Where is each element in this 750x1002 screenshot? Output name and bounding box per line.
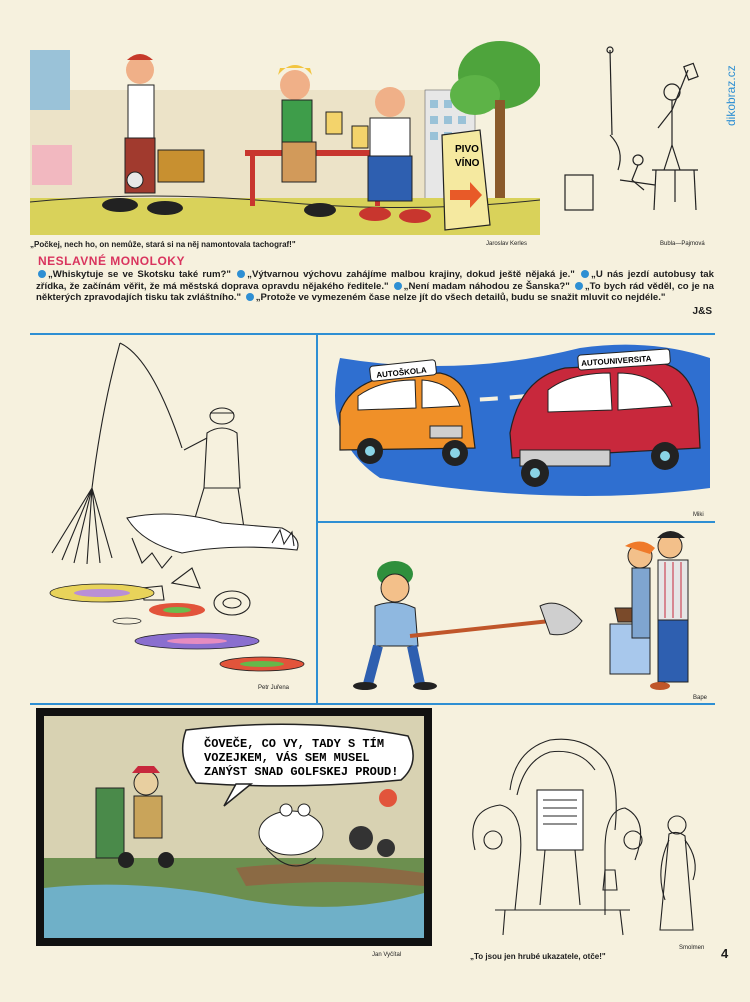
cartoon-miki [320,338,715,510]
divider-top [30,333,715,335]
bubble-line-3: ZANÝST SNAD GOLFSKEJ PROUD! [204,765,399,779]
cartoon-jurena-illustration [32,338,314,683]
monologues-title: NESLAVNÉ MONOLOKY [38,254,185,268]
sign-vino: VÍNO [455,158,480,169]
bullet-icon [394,282,402,290]
cartoon-smolmen [455,730,715,945]
car-sign-autoskola: AUTOŠKOLA [375,365,428,380]
bullet-icon [38,270,46,278]
cartoon-kerles-author: Jaroslav Kerles [486,241,528,247]
cartoon-vycital-illustration [36,708,432,946]
bullet-icon [246,293,254,301]
monologues-text [36,269,714,304]
monologue-item: „Protože ve vymezeném čase nelze jít do všech detailů, budu se snažit mluvit co nejdéle." [255,292,666,303]
bubble-line-2: VOZEJKEM, VÁS SEM MUSEL [204,751,370,765]
cartoon-bape-illustration [320,526,715,696]
divider-vertical-middle [316,335,318,703]
monologue-item: „To bych rád věděl, co je na některých zpravodajích tisku tak zvláštního." [36,280,715,303]
cartoon-kerles-illustration [30,30,540,235]
sign-pivo: PIVO [455,144,479,155]
divider-middle-right [318,521,715,523]
cartoon-bubla-author: Bubla—Pajmová [660,241,705,247]
cartoon-vycital [36,708,432,946]
cartoon-bape [320,526,715,696]
cartoon-miki-illustration [320,338,715,510]
monologue-item: „Whiskytuje se ve Skotsku také rum?" [48,269,231,280]
bullet-icon [237,270,245,278]
monologue-item: „U nás jezdí autobusy tak zřídka, že začínám věřit, že má městská doprava opravdu nějakého ředitele." [36,269,714,292]
cartoon-miki-author: Miki [693,512,704,518]
cartoon-kerles-caption: „Počkej, nech ho, on nemůže, stará si na něj namontovala tachograf!" [30,240,296,249]
cartoon-vycital-author: Jan Vyčítal [372,952,402,958]
monologues-signature: J&S [692,306,712,317]
cartoon-smolmen-caption: „To jsou jen hrubé ukazatele, otče!" [470,952,606,961]
car-sign-autouniversita: AUTOUNIVERSITA [580,354,652,368]
divider-bottom [30,703,715,705]
page-number: 4 [721,946,729,961]
bullet-icon [581,270,589,278]
cartoon-smolmen-illustration [455,730,715,945]
cartoon-jurena-author: Petr Juřena [258,685,290,691]
bubble-line-1: ČOVEČE, CO VY, TADY S TÍM [204,737,385,751]
monologue-item: „Výtvarnou výchovu zahájíme malbou krajiny, dokud ještě nějaká je." [247,269,575,280]
site-watermark: dikobraz.cz [724,65,738,126]
cartoon-smolmen-author: Smolmen [679,945,705,951]
cartoon-bubla [560,40,720,230]
monologue-item: „Není madam náhodou ze Šanska?" [403,280,570,292]
bullet-icon [575,282,583,290]
cartoon-kerles [30,30,540,235]
cartoon-jurena [32,338,314,683]
cartoon-bape-author: Bape [693,695,708,701]
cartoon-bubla-illustration [560,40,720,230]
